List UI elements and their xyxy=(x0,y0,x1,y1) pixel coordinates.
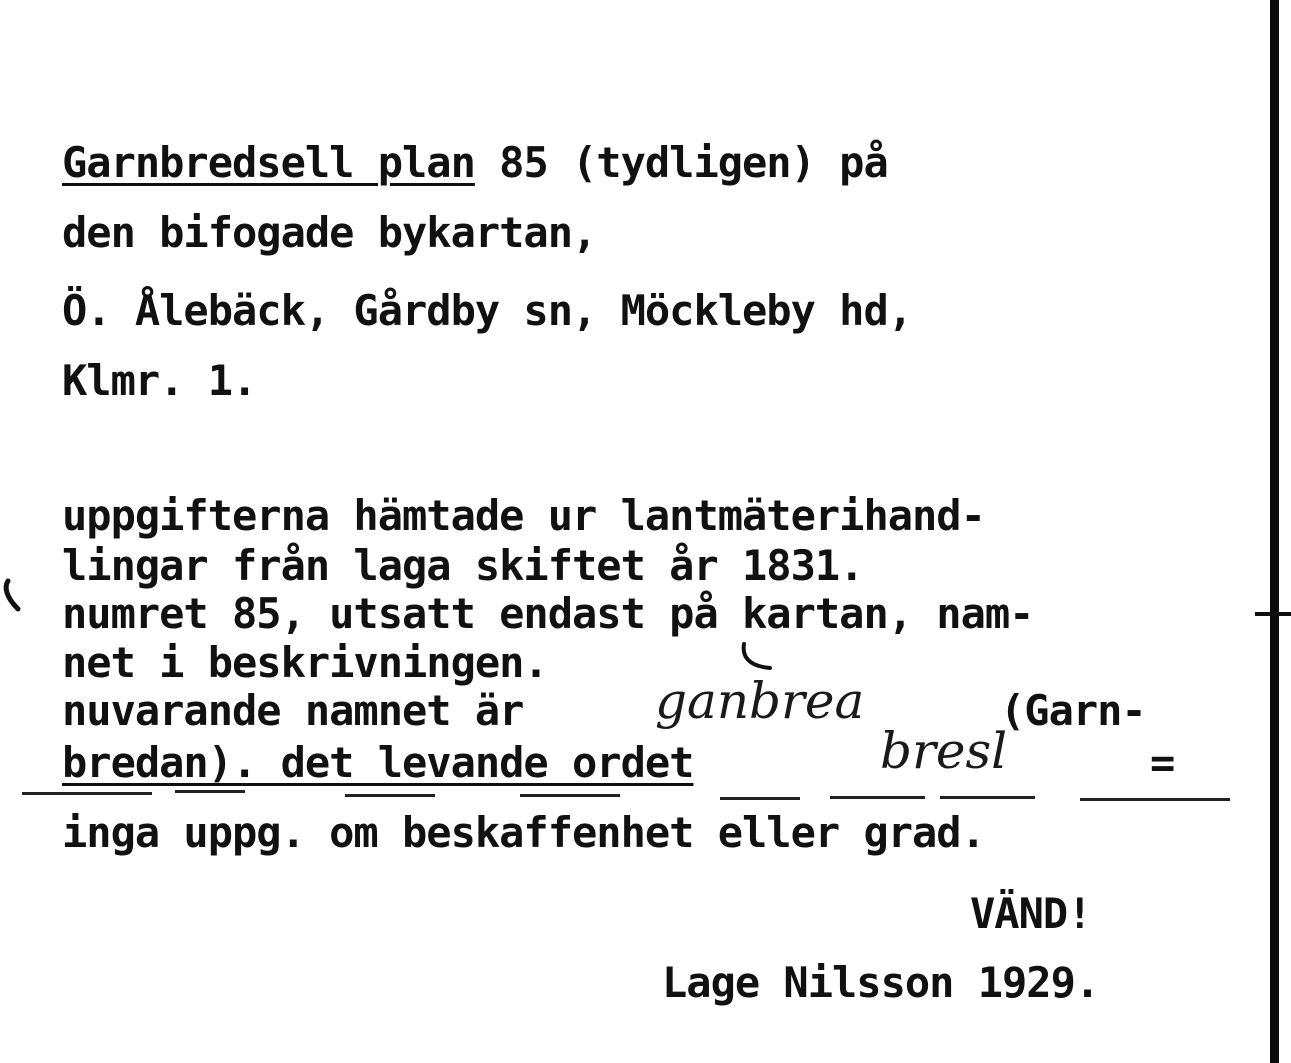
body-line-5-tail: (Garn- xyxy=(1000,686,1146,735)
card-edge-border xyxy=(1270,0,1279,1063)
line-end-dash-icon xyxy=(1255,604,1291,624)
body-line-6: bredan). det levande ordet xyxy=(62,738,694,787)
handwritten-name: ganbrea xyxy=(655,672,865,730)
body-line-4: net i beskrivningen. xyxy=(62,638,548,687)
handwritten-word: bresl xyxy=(880,722,1008,780)
text-line-2: Ö. Ålebäck, Gårdby sn, Möckleby hd, xyxy=(62,286,913,335)
body-line-1: uppgifterna hämtade ur lantmäterihand- xyxy=(62,491,985,540)
equals-sign: = xyxy=(1150,738,1175,787)
body-line-5: nuvarande namnet är xyxy=(62,686,524,735)
handwritten-hook-icon xyxy=(738,640,778,675)
body-line-3: numret 85, utsatt endast på kartan, nam- xyxy=(62,589,1034,638)
text-line-1: den bifogade bykartan, xyxy=(62,208,597,257)
body-line-2: lingar från laga skiftet år 1831. xyxy=(62,541,864,590)
signature: Lage Nilsson 1929. xyxy=(662,958,1100,1007)
margin-mark-icon xyxy=(0,575,40,615)
card-heading xyxy=(62,138,888,187)
last-line: inga uppg. om beskaffenhet eller grad. xyxy=(62,808,985,857)
text-line-3: Klmr. 1. xyxy=(62,356,257,405)
heading-rest: 85 (tydligen) på xyxy=(474,138,888,187)
place-name: Garnbredsell plan xyxy=(62,138,475,187)
turn-note: VÄND! xyxy=(970,889,1092,938)
